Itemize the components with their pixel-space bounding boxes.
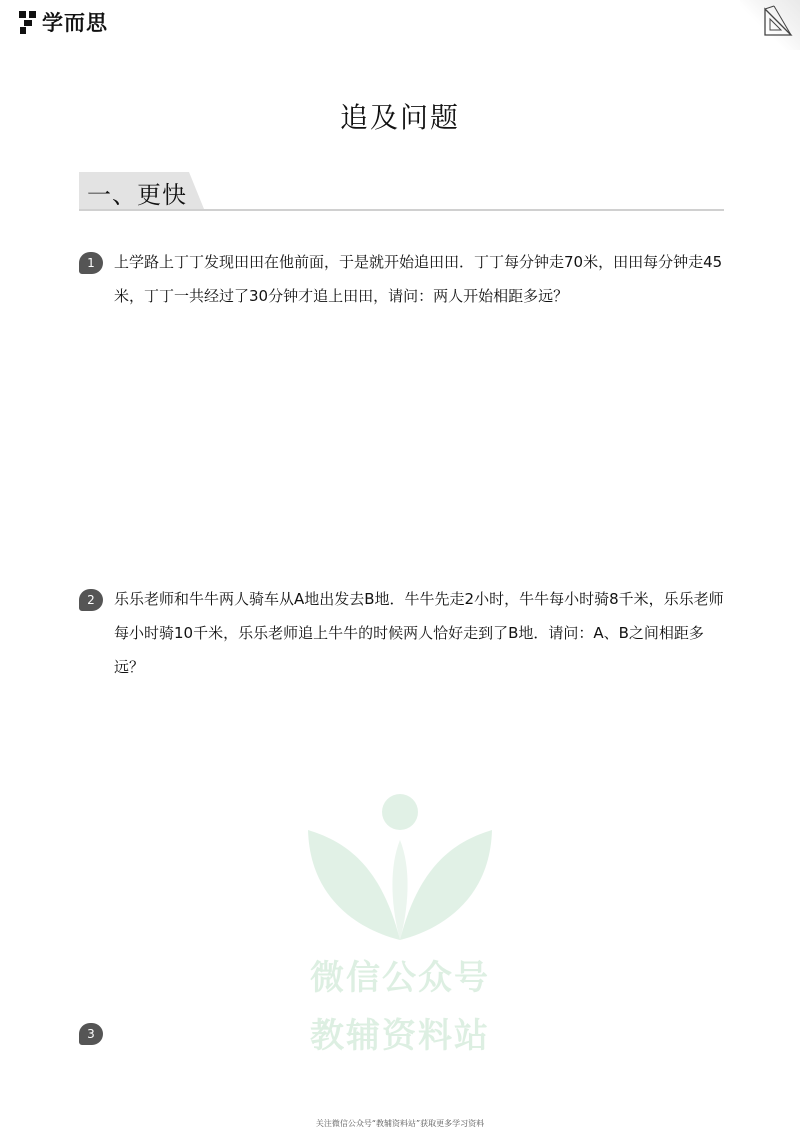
brand-logo bbox=[18, 8, 108, 36]
ruler-triangle-icon bbox=[762, 4, 794, 42]
question-text: 上学路上丁丁发现田田在他前面，于是就开始追田田．丁丁每分钟走70米，田田每分钟走45米，丁丁一共经过了30分钟才追上田田，请问：两人开始相距多远？ bbox=[114, 253, 723, 305]
question-number-badge: 2 bbox=[79, 589, 103, 611]
watermark-sprout-icon bbox=[300, 790, 500, 950]
section-header bbox=[79, 172, 724, 212]
watermark-line-2: 教辅资料站 bbox=[310, 1016, 490, 1056]
section-title: 一、更快 bbox=[87, 181, 187, 209]
watermark-line-1: 微信公众号 bbox=[310, 958, 490, 998]
page-title: 追及问题 bbox=[339, 101, 460, 134]
question-text: 乐乐老师和牛牛两人骑车从A地出发去B地．牛牛先走2小时，牛牛每小时骑8千米，乐乐老师每小时骑10千米，乐乐老师追上牛牛的时候两人恰好走到了B地．请问：A、B之间相距多远？ bbox=[114, 590, 724, 676]
footer-note: 关注微信公众号“教辅资料站”获取更多学习资料 bbox=[315, 1119, 485, 1128]
question-number-badge: 3 bbox=[79, 1023, 103, 1045]
logo-text: 学而思 bbox=[42, 11, 108, 35]
logo-mark-icon bbox=[18, 9, 38, 35]
question-number-badge: 1 bbox=[79, 252, 103, 274]
watermark bbox=[300, 790, 500, 1060]
